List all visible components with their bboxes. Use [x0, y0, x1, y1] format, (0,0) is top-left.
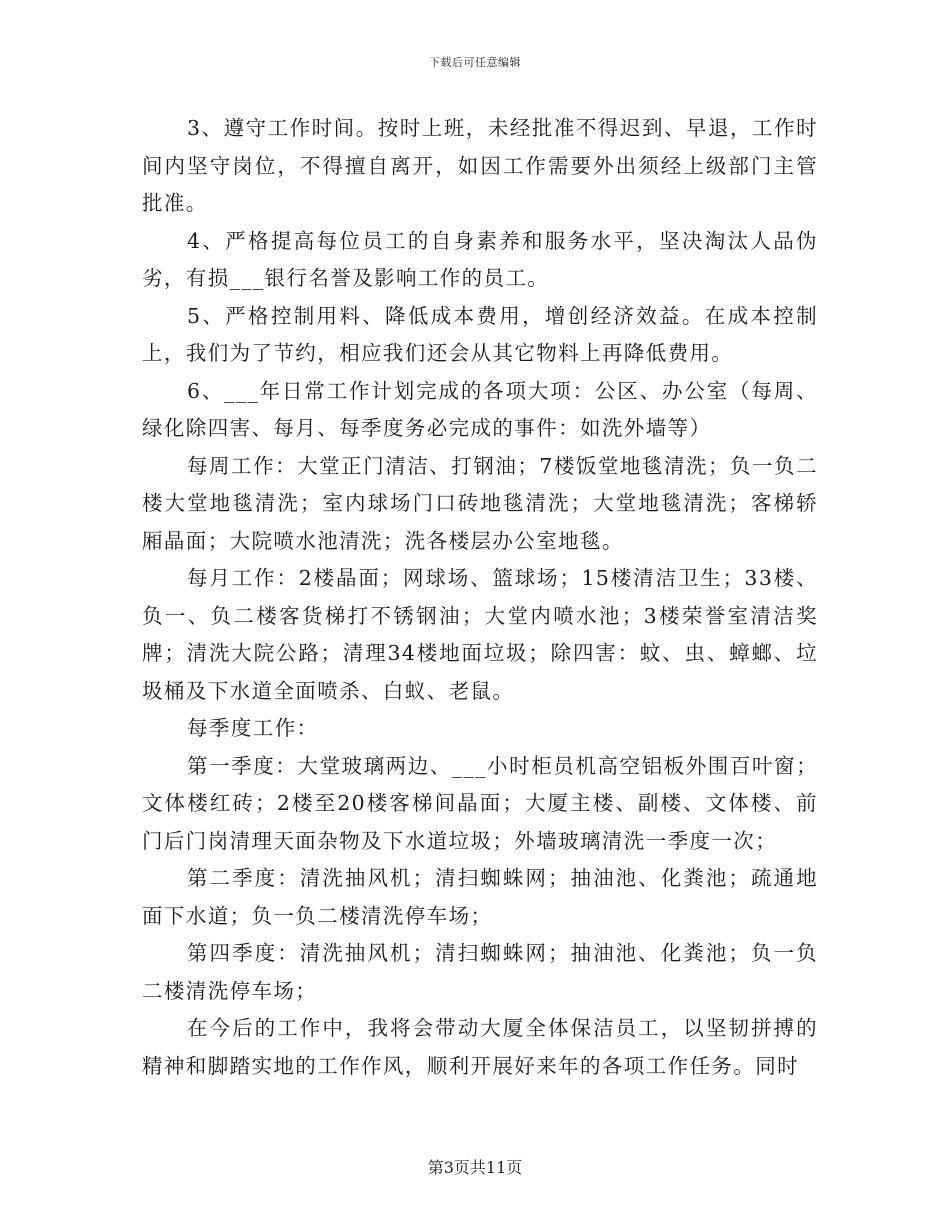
- page-header: 下载后可任意编辑: [429, 56, 521, 69]
- paragraph-second-quarter: 第二季度：清洗抽风机；清扫蜘蛛网；抽油池、化粪池；疏通地面下水道；负一负二楼清洗停车场；: [142, 866, 818, 928]
- paragraph-rule-5: 5、严格控制用料、降低成本费用，增创经济效益。在成本控制上，我们为了节约，相应我们还会从其它物料上再降低费用。: [142, 303, 818, 365]
- paragraph-weekly-work: 每周工作：大堂正门清洁、打钢油；7楼饭堂地毯清洗；负一负二楼大堂地毯清洗；室内球场门口砖地毯清洗；大堂地毯清洗；客梯轿厢晶面；大院喷水池清洗；洗各楼层办公室地毯。: [142, 453, 818, 553]
- page-number: 第3页共11页: [427, 1158, 523, 1177]
- paragraph-conclusion: 在今后的工作中，我将会带动大厦全体保洁员工，以坚韧拼搏的精神和脚踏实地的工作作风，顺利开展好来年的各项工作任务。同时: [142, 1016, 818, 1078]
- paragraph-fourth-quarter: 第四季度：清洗抽风机；清扫蜘蛛网；抽油池、化粪池；负一负二楼清洗停车场；: [142, 941, 818, 1003]
- paragraph-rule-4: 4、严格提高每位员工的自身素养和服务水平，坚决淘汰人品伪劣，有损___银行名誉及影响工作的员工。: [142, 228, 818, 290]
- paragraph-first-quarter: 第一季度：大堂玻璃两边、___小时柜员机高空铝板外围百叶窗；文体楼红砖；2楼至20楼客梯间晶面；大厦主楼、副楼、文体楼、前门后门岗清理天面杂物及下水道垃圾；外墙玻璃清洗一季度一次；: [142, 753, 818, 853]
- document-body: [142, 110, 818, 1085]
- paragraph-monthly-work: 每月工作：2楼晶面；网球场、篮球场；15楼清洁卫生；33楼、负一、负二楼客货梯打不锈钢油；大堂内喷水池；3楼荣誉室清洁奖牌；清洗大院公路；清理34楼地面垃圾；除四害：蚊、虫、蟑螂、垃圾桶及下水道全面喷杀、白蚁、老鼠。: [142, 566, 818, 703]
- paragraph-quarterly-heading: 每季度工作：: [187, 716, 319, 740]
- paragraph-rule-6: 6、___年日常工作计划完成的各项大项：公区、办公室（每周、绿化除四害、每月、每季度务必完成的事件：如洗外墙等）: [142, 378, 818, 440]
- paragraph-rule-3: 3、遵守工作时间。按时上班，未经批准不得迟到、早退，工作时间内坚守岗位，不得擅自离开，如因工作需要外出须经上级部门主管批准。: [142, 116, 818, 215]
